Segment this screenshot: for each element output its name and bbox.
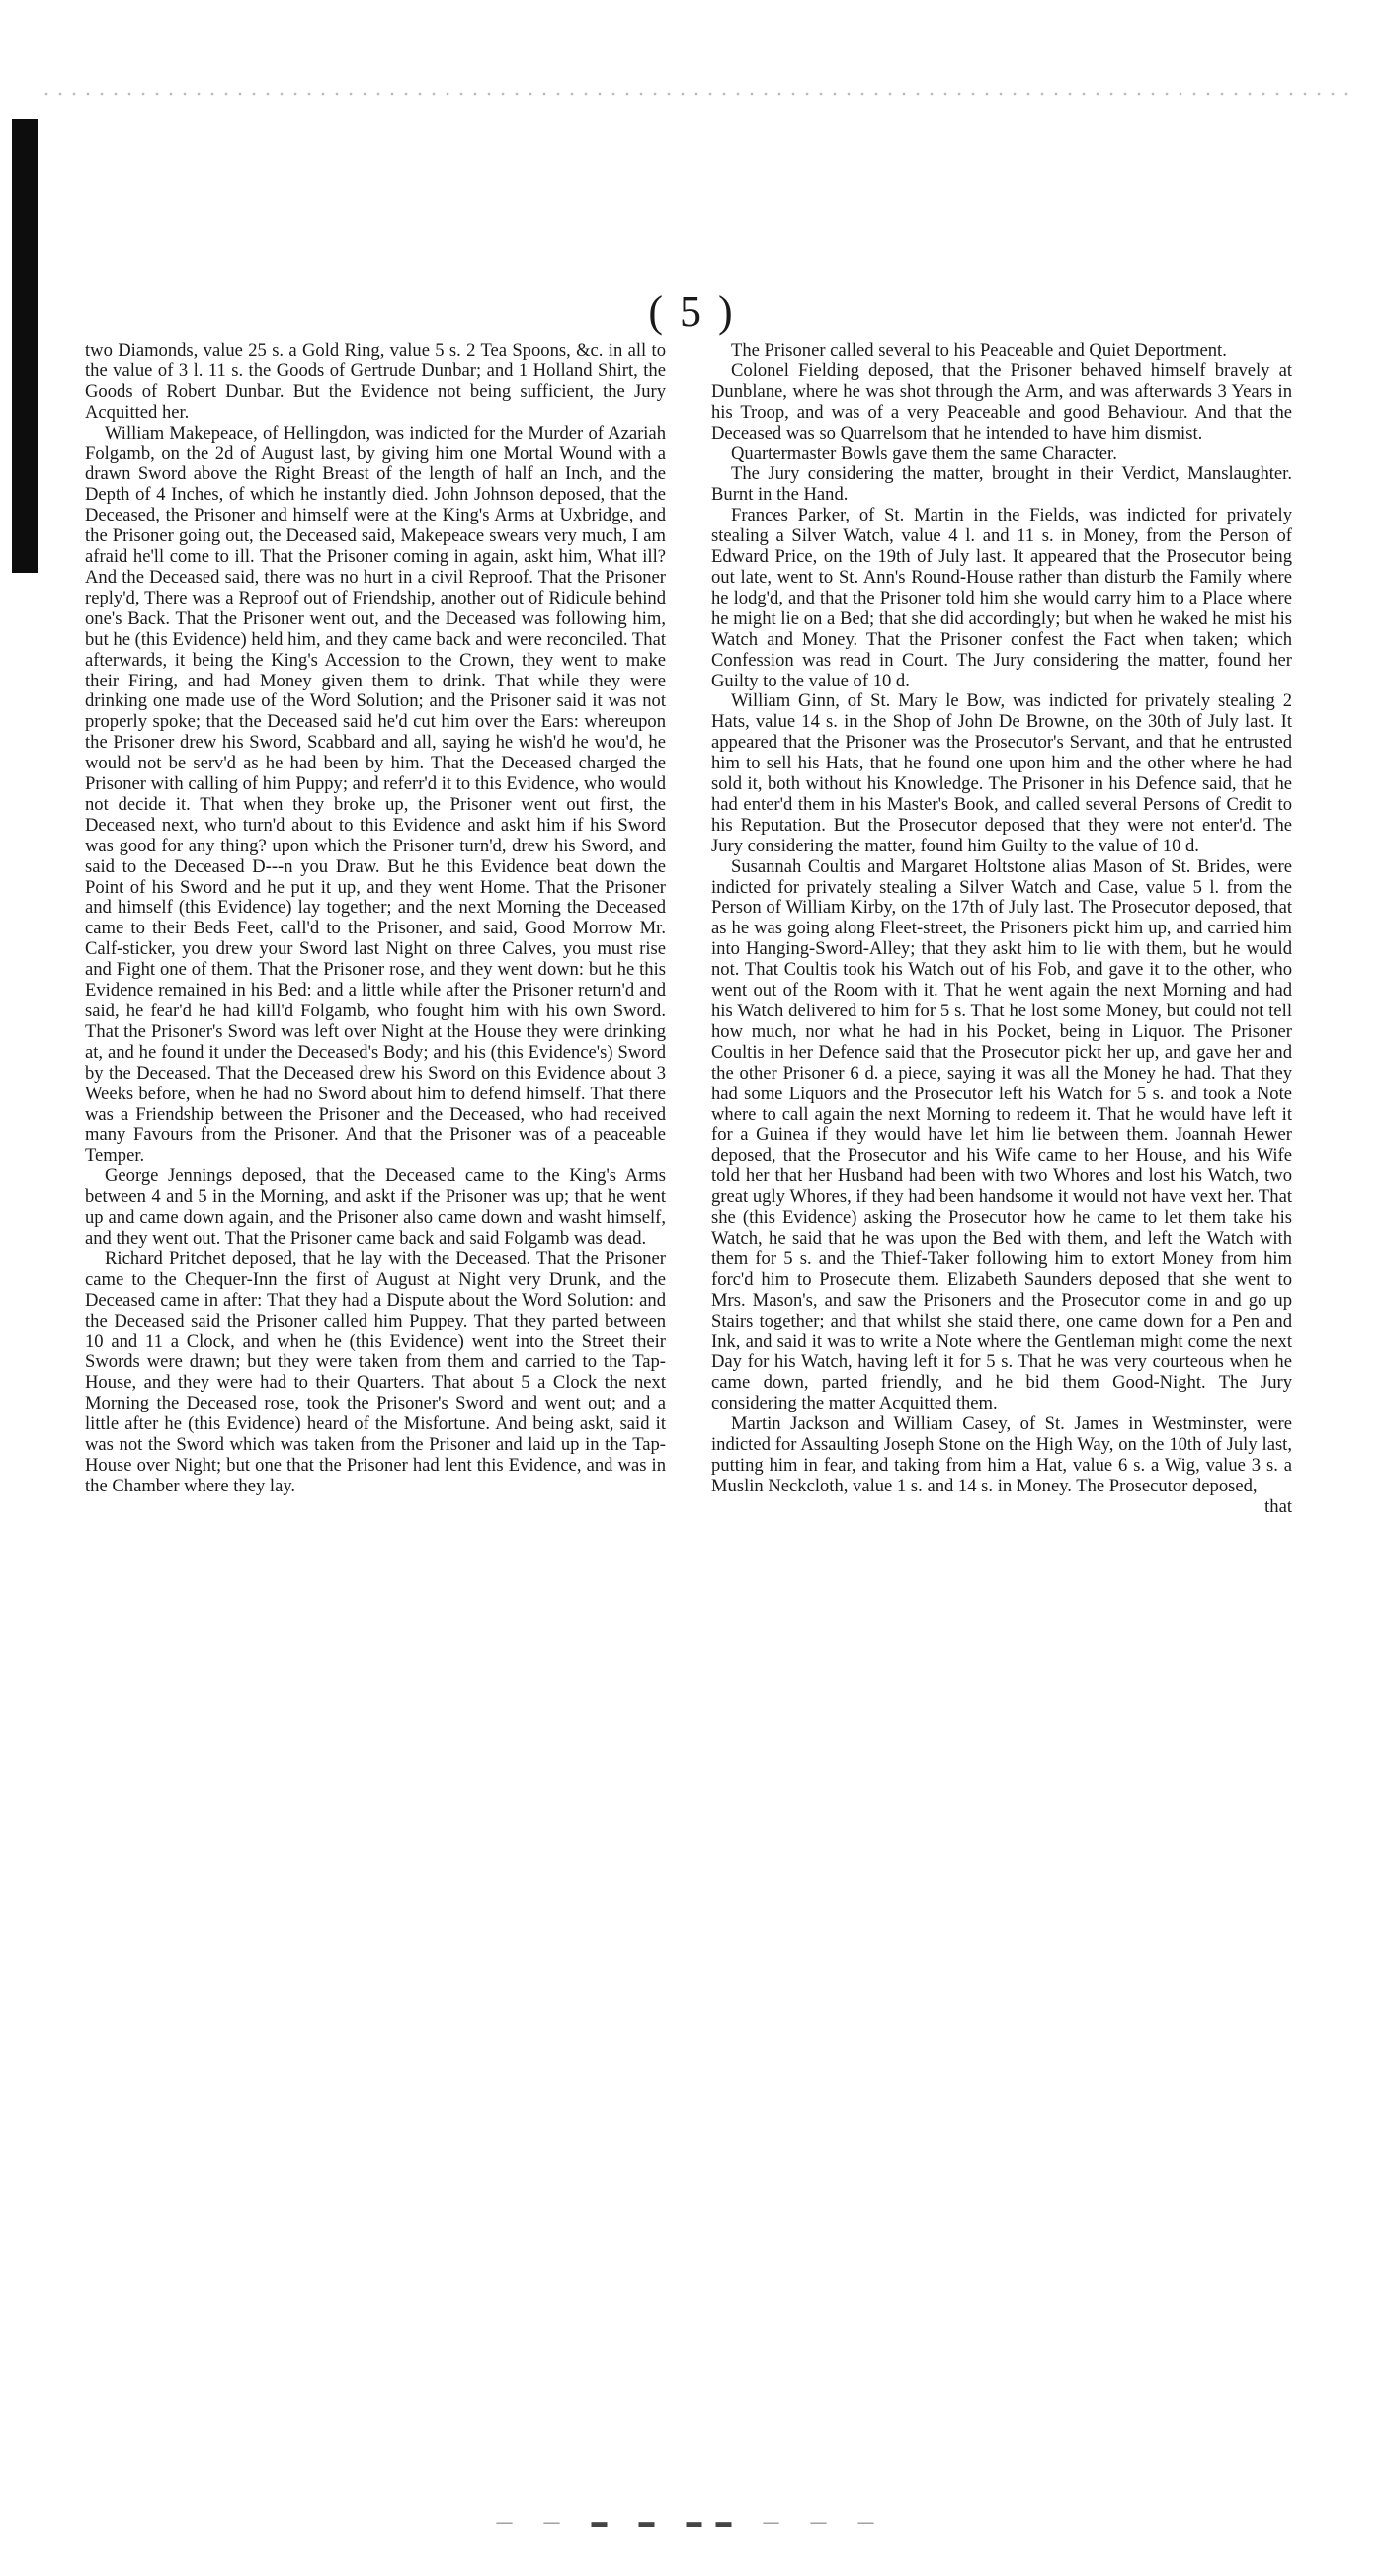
right-column bbox=[711, 341, 1292, 2484]
binding-shadow-bar bbox=[12, 119, 38, 573]
paragraph: William Makepeace, of Hellingdon, was indicted for the Murder of Azariah Folgamb, on the 2d of August last, by giving him one Mortal Wound with a drawn Sword above the Right Breast of the length of half an Inch, and the Depth of 4 Inches, of which he instantly died. John Johnson deposed, that the Deceased, the Prisoner and himself were at the King's Arms at Uxbridge, and the Prisoner going out, the Deceased said, Makepeace swears very much, I am afraid he'll come to ill. That the Prisoner coming in again, askt him, What ill? And the Deceased said, there was no hurt in a civil Reproof. That the Prisoner reply'd, There was a Reproof out of Friendship, another out of Ridicule behind one's Back. That the Prisoner went out, and the Deceased was following him, but he (this Evidence) held him, and they came back and were reconciled. That afterwards, it being the King's Accession to the Crown, they went to make their Firing, and had Money given them to drink. That while they were drinking one made use of the Word Solution; and the Prisoner said it was not properly spoke; that the Deceased said he'd cut him over the Ears: whereupon the Prisoner drew his Sword, Scabbard and all, saying he wish'd he wou'd, he would not be serv'd as he had been by him. That the Deceased charged the Prisoner with calling of him Puppy; and referr'd it to this Evidence, who would not decide it. That when they broke up, the Prisoner went out first, the Deceased next, who turn'd about to this Evidence and askt him if his Sword was good for any thing? upon which the Prisoner turn'd, drew his Sword, and said to the Deceased D---n you Draw. But he this Evidence beat down the Point of his Sword and he put it up, and they went Home. That the Prisoner and himself (this Evidence) lay together; and the next Morning the Deceased came to their Beds Feet, call'd to the Prisoner, and said, Good Morrow Mr. Calf-sticker, you drew your Sword last Night on three Calves, you must rise and Fight one of them. That the Prisoner rose, and they went down: but he this Evidence remained in his Bed: and a little while after the Prisoner return'd and said, he fear'd he had kill'd Folgamb, who fought him with his own Sword. That the Prisoner's Sword was left over Night at the House they were drinking at, and he found it under the Deceased's Body; and his (this Evidence's) Sword by the Deceased. That the Deceased drew his Sword on this Evidence about 3 Weeks before, when he had no Sword about him to defend himself. That there was a Friendship between the Prisoner and the Deceased, who had received many Favours from the Prisoner. And that the Prisoner was of a peaceable Temper. bbox=[85, 422, 666, 1167]
paragraph: The Jury considering the matter, brought in their Verdict, Manslaughter. Burnt in the Hand. bbox=[711, 463, 1292, 506]
text-columns bbox=[85, 341, 1292, 2484]
paragraph: The Prisoner called several to his Peaceable and Quiet Deportment. bbox=[731, 341, 1227, 361]
left-column bbox=[85, 341, 666, 2484]
paragraph: two Diamonds, value 25 s. a Gold Ring, value 5 s. 2 Tea Spoons, &c. in all to the value of 3 l. 11 s. the Goods of Gertrude Dunbar; and 1 Holland Shirt, the Goods of Robert Dunbar. But the Evidence not being sufficient, the Jury Acquitted her. bbox=[85, 341, 666, 423]
paragraph: Richard Pritchet deposed, that he lay with the Deceased. That the Prisoner came to the Chequer-Inn the first of August at Night very Drunk, and the Deceased came in after: That they had a Dispute about the Word Solution: and the Deceased said the Prisoner called him Puppey. That they parted between 10 and 11 a Clock, and when he (this Evidence) went into the Street their Swords were drawn; but they were taken from them and carried to the Tap-House, and they were had to their Quarters. That about 5 a Clock the next Morning the Deceased rose, took the Prisoner's Sword and went out; and a little after he (this Evidence) heard of the Misfortune. And being askt, said it was not the Sword which was taken from the Prisoner and laid up in the Tap-House over Night; but one that the Prisoner had lent this Evidence, and was in the Chamber where they lay. bbox=[85, 1248, 666, 1496]
paragraph: Martin Jackson and William Casey, of St. James in Westminster, were indicted for Assaulting Joseph Stone on the High Way, on the 10th of July last, putting him in fear, and taking from him a Hat, value 6 s. a Wig, value 3 s. a Muslin Neckcloth, value 1 s. and 14 s. in Money. The Prosecutor deposed, bbox=[711, 1413, 1292, 1496]
paragraph: Quartermaster Bowls gave them the same Character. bbox=[731, 443, 1117, 464]
catchword: that bbox=[1264, 1495, 1292, 1517]
page-number: ( 5 ) bbox=[648, 287, 736, 336]
footer-marks: — — ▬ ▬ ▬▬ — — — bbox=[496, 2514, 888, 2531]
paragraph: William Ginn, of St. Mary le Bow, was indicted for privately stealing 2 Hats, value 14 s. in the Shop of John De Browne, on the 30th of July last. It appeared that the Prisoner was the Prosecutor's Servant, and that he entrusted him to sell his Hats, that he found one upon him and the other where he had sold it, both without his Knowledge. The Prisoner in his Defence said, that he had enter'd them in his Master's Book, and called several Persons of Credit to his Reputation. But the Prosecutor deposed that they were not enter'd. The Jury considering the matter, found him Guilty to the value of 10 d. bbox=[711, 690, 1292, 856]
paragraph: Susannah Coultis and Margaret Holtstone alias Mason of St. Brides, were indicted for privately stealing a Silver Watch and Case, value 5 l. from the Person of William Kirby, on the 17th of July last. The Prosecutor deposed, that as he was going along Fleet-street, the Prisoners pickt him up, and carried him into Hanging-Sword-Alley; that they askt him to lie with them, but he would not. That Coultis took his Watch out of his Fob, and gave it to the other, who went out of the Room with it. That he went again the next Morning and had his Watch delivered to him for 5 s. That he lost some Money, but could not tell how much, nor what he had in his Pocket, being in Liquor. The Prisoner Coultis in her Defence said that the Prosecutor pickt her up, and gave her and the other Prisoner 6 d. a piece, saying it was all the Money he had. That they had some Liquors and the Prosecutor left his Watch for 5 s. and took a Note where to call again the next Morning to redeem it. That he would have left it for a Guinea if they would have let him lie between them. Joannah Hewer deposed, that the Prosecutor and his Wife came to her House, and his Wife told her that her Husband had been with two Whores and lost his Watch, two great ugly Whores, if they had been handsome it would not have vext her. That she (this Evidence) asking the Prosecutor how he came to let them take his Watch, he said that he was upon the Bed with them, and left the Watch with them for 5 s. and the Thief-Taker following him to extort Money from him forc'd him to Prosecute them. Elizabeth Saunders deposed that she went to Mrs. Mason's, and saw the Prisoners and the Prosecutor come in and go up Stairs together; and that whilst she staid there, one came down for a Pen and Ink, and said it was to write a Note where the Gentleman might come the next Day for his Watch, having left it for 5 s. That he was very courteous when he came down, parted friendly, and he bid them Good-Night. The Jury considering the matter Acquitted them. bbox=[711, 855, 1292, 1414]
page-edge-speckles bbox=[40, 89, 1353, 99]
paragraph: Colonel Fielding deposed, that the Prisoner behaved himself bravely at Dunblane, where he was shot through the Arm, and was afterwards 3 Years in his Troop, and was of a very Peaceable and good Behaviour. And that the Deceased was so Quarrelsom that he intended to have him dismist. bbox=[711, 360, 1292, 443]
paragraph: George Jennings deposed, that the Deceased came to the King's Arms between 4 and 5 in the Morning, and askt if the Prisoner was up; that he went up and came down again, and the Prisoner also came down and washt himself, and they went out. That the Prisoner came back and said Folgamb was dead. bbox=[85, 1166, 666, 1248]
paragraph: Frances Parker, of St. Martin in the Fields, was indicted for privately stealing a Silver Watch, value 4 l. and 11 s. in Money, from the Person of Edward Price, on the 19th of July last. It appeared that the Prosecutor being out late, went to St. Ann's Round-House rather than disturb the Family where he lodg'd, and that the Prisoner told him she would carry him to a Place where he might lie on a Bed; that she did accordingly; but when he waked he mist his Watch and Money. That the Prisoner confest the Fact when taken; which Confession was read in Court. The Jury considering the matter, found her Guilty to the value of 10 d. bbox=[711, 505, 1292, 691]
